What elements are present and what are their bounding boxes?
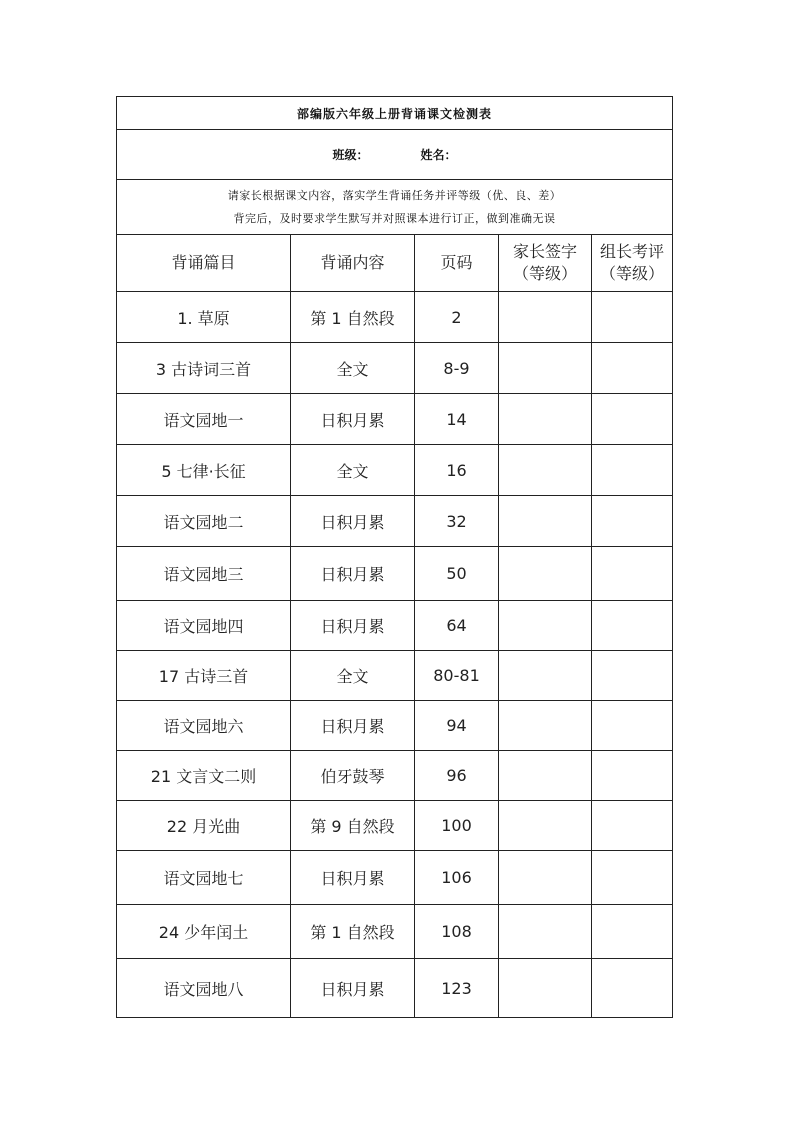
page-cell: 8-9 [415, 343, 499, 394]
page-cell: 123 [415, 959, 499, 1018]
parent-sign-cell[interactable] [499, 445, 592, 496]
table-header-row [117, 235, 673, 292]
leader-eval-cell[interactable] [592, 496, 673, 547]
content-cell: 全文 [291, 343, 415, 394]
leader-eval-cell[interactable] [592, 601, 673, 651]
page-cell: 108 [415, 905, 499, 959]
leader-eval-cell[interactable] [592, 547, 673, 601]
page-cell: 94 [415, 701, 499, 751]
chapter-cell: 语文园地二 [117, 496, 291, 547]
page-title: 部编版六年级上册背诵课文检测表 [117, 97, 673, 130]
recitation-check-table [116, 96, 673, 1018]
name-label: 姓名： [420, 148, 457, 162]
table-row [117, 959, 673, 1018]
table-row [117, 547, 673, 601]
leader-eval-cell[interactable] [592, 651, 673, 701]
content-cell: 日积月累 [291, 496, 415, 547]
parent-sign-cell[interactable] [499, 851, 592, 905]
content-cell: 第 1 自然段 [291, 905, 415, 959]
chapter-cell: 17 古诗三首 [117, 651, 291, 701]
table-row [117, 651, 673, 701]
content-cell: 日积月累 [291, 959, 415, 1018]
chapter-cell: 5 七律·长征 [117, 445, 291, 496]
leader-eval-cell[interactable] [592, 851, 673, 905]
chapter-cell: 语文园地六 [117, 701, 291, 751]
page-cell: 14 [415, 394, 499, 445]
content-cell: 全文 [291, 445, 415, 496]
page-cell: 106 [415, 851, 499, 905]
parent-sign-cell[interactable] [499, 701, 592, 751]
parent-sign-cell[interactable] [499, 651, 592, 701]
page-cell: 100 [415, 801, 499, 851]
parent-sign-cell[interactable] [499, 394, 592, 445]
chapter-cell: 1. 草原 [117, 292, 291, 343]
header-leader-eval [592, 235, 673, 292]
header-leader-grade-label: （等级） [599, 264, 664, 283]
leader-eval-cell[interactable] [592, 905, 673, 959]
parent-sign-cell[interactable] [499, 751, 592, 801]
table-row [117, 496, 673, 547]
table-row [117, 801, 673, 851]
header-page: 页码 [415, 235, 499, 292]
content-cell: 日积月累 [291, 851, 415, 905]
chapter-cell: 22 月光曲 [117, 801, 291, 851]
page-cell: 16 [415, 445, 499, 496]
content-cell: 日积月累 [291, 394, 415, 445]
leader-eval-cell[interactable] [592, 701, 673, 751]
parent-sign-cell[interactable] [499, 292, 592, 343]
chapter-cell: 语文园地七 [117, 851, 291, 905]
chapter-cell: 语文园地三 [117, 547, 291, 601]
table-row [117, 701, 673, 751]
page-cell: 80-81 [415, 651, 499, 701]
leader-eval-cell[interactable] [592, 394, 673, 445]
parent-sign-cell[interactable] [499, 959, 592, 1018]
leader-eval-cell[interactable] [592, 751, 673, 801]
leader-eval-cell[interactable] [592, 343, 673, 394]
parent-sign-cell[interactable] [499, 343, 592, 394]
table-row [117, 394, 673, 445]
table-row [117, 445, 673, 496]
chapter-cell: 语文园地四 [117, 601, 291, 651]
content-cell: 日积月累 [291, 547, 415, 601]
leader-eval-cell[interactable] [592, 959, 673, 1018]
chapter-cell: 语文园地八 [117, 959, 291, 1018]
page-cell: 96 [415, 751, 499, 801]
header-leader-eval-label: 组长考评 [599, 242, 664, 261]
page-cell: 50 [415, 547, 499, 601]
chapter-cell: 3 古诗词三首 [117, 343, 291, 394]
table-row [117, 905, 673, 959]
table-row [117, 343, 673, 394]
instruction-line: 请家长根据课文内容，落实学生背诵任务并评等级（优、良、差） [227, 189, 562, 202]
parent-sign-cell[interactable] [499, 496, 592, 547]
page-cell: 2 [415, 292, 499, 343]
header-chapter: 背诵篇目 [117, 235, 291, 292]
content-cell: 日积月累 [291, 601, 415, 651]
chapter-cell: 24 少年闰土 [117, 905, 291, 959]
content-cell: 第 1 自然段 [291, 292, 415, 343]
page-cell: 32 [415, 496, 499, 547]
chapter-cell: 语文园地一 [117, 394, 291, 445]
parent-sign-cell[interactable] [499, 547, 592, 601]
table-row [117, 851, 673, 905]
page-cell: 64 [415, 601, 499, 651]
parent-sign-cell[interactable] [499, 601, 592, 651]
chapter-cell: 21 文言文二则 [117, 751, 291, 801]
table-row [117, 751, 673, 801]
header-content: 背诵内容 [291, 235, 415, 292]
table-row [117, 601, 673, 651]
instruction-line: 背完后，及时要求学生默写并对照课本进行订正，做到准确无误 [233, 212, 556, 225]
table-row [117, 292, 673, 343]
header-parent-sign [499, 235, 592, 292]
class-name-row [117, 130, 673, 180]
content-cell: 全文 [291, 651, 415, 701]
parent-sign-cell[interactable] [499, 905, 592, 959]
content-cell: 日积月累 [291, 701, 415, 751]
class-label: 班级： [332, 148, 369, 162]
content-cell: 伯牙鼓琴 [291, 751, 415, 801]
leader-eval-cell[interactable] [592, 445, 673, 496]
instructions [117, 180, 673, 235]
parent-sign-cell[interactable] [499, 801, 592, 851]
leader-eval-cell[interactable] [592, 292, 673, 343]
content-cell: 第 9 自然段 [291, 801, 415, 851]
header-parent-grade-label: （等级） [512, 264, 577, 283]
leader-eval-cell[interactable] [592, 801, 673, 851]
header-parent-sign-label: 家长签字 [512, 242, 577, 261]
